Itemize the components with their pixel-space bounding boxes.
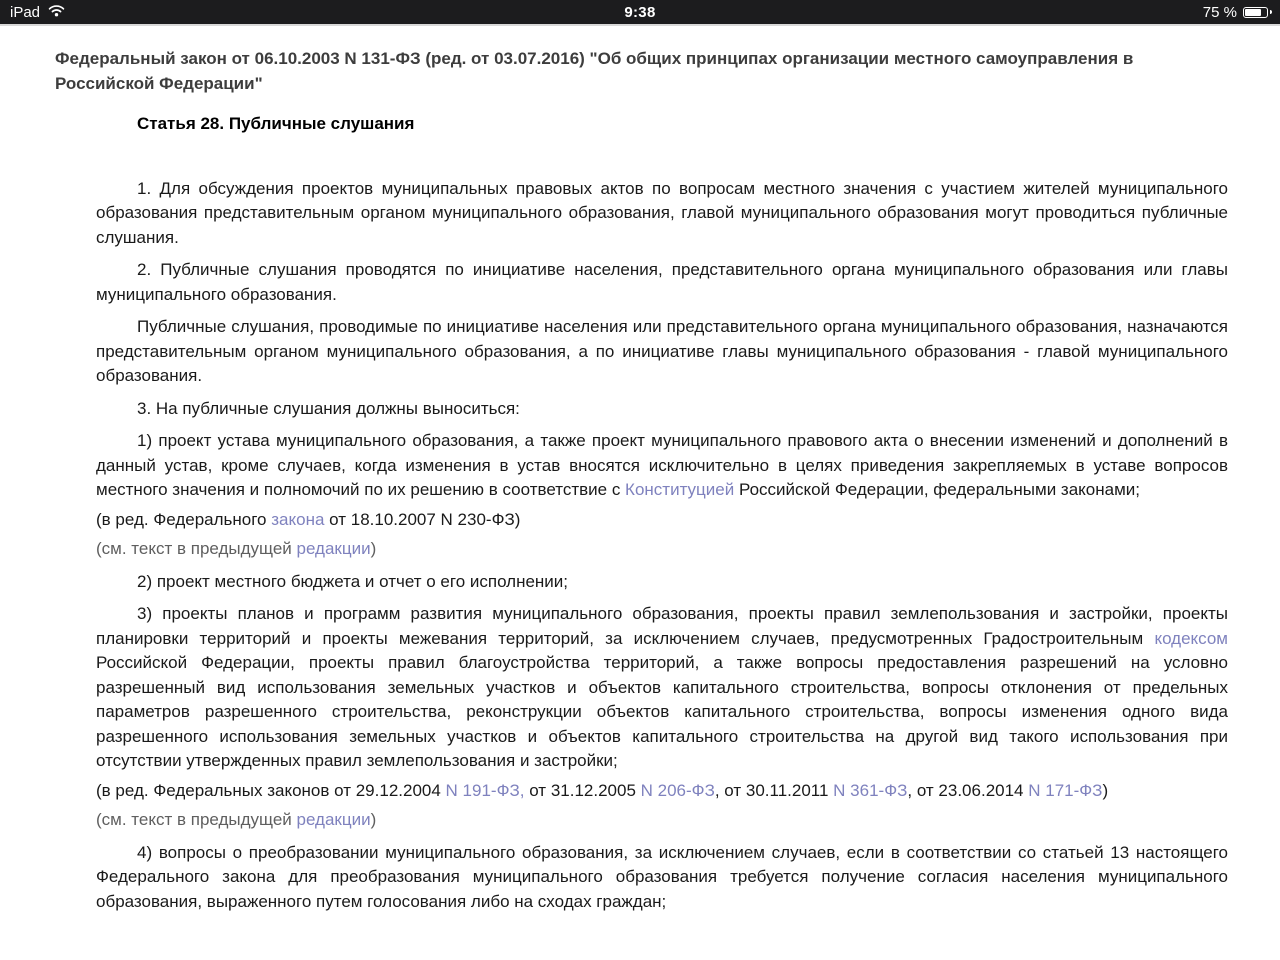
paragraphs: [55, 177, 1228, 915]
inline-link[interactable]: N 361-ФЗ: [833, 780, 908, 800]
text-segment: ): [1102, 780, 1109, 800]
paragraph: [96, 258, 1228, 307]
text-segment: 1) проект устава муниципального образования, а также проект муниципального правового акта о внесении изменений и дополнений в данный устав, кроме случаев, когда изменения в устав вносятся исключительно в целях приведения закрепляемых в уставе вопросов местного значения и полномочий по их решению в соответствие с: [96, 431, 1228, 499]
text-segment: 1. Для обсуждения проектов муниципальных правовых актов по вопросам местного значения с участием жителей муниципального образования представительным органом муниципального образования, главой муниципального образования могут проводиться публичные слушания.: [96, 178, 1228, 247]
text-segment: 2. Публичные слушания проводятся по инициативе населения, представительного органа муниципального образования или главы муниципального образования.: [96, 260, 1228, 304]
text-segment: (см. текст в предыдущей: [96, 539, 297, 558]
text-segment: ): [370, 539, 377, 558]
battery-fill: [1245, 9, 1261, 16]
text-segment: Публичные слушания, проводимые по инициативе населения или представительного органа муниципального образования, назначаются представительным органом муниципального образования, а по инициативе главы муниципального образования - главой муниципального образования.: [96, 317, 1228, 385]
document-title: Федеральный закон от 06.10.2003 N 131-ФЗ (ред. от 03.07.2016) "Об общих принципах организации местного самоуправления в Российской Федерации": [55, 49, 1134, 93]
battery-percent: 75 %: [1202, 3, 1237, 21]
text-segment: Российской Федерации, проекты правил благоустройства территорий, а также вопросы предоставления разрешений на условно разрешенный вид использования земельных участков и объектов капитального строительства, вопросы отклонения от предельных параметров разрешенного строительства, реконструкции объектов капитального строительства, вопросы изменения одного вида разрешенного использования земельных участков и объектов капитального строительства на другой вид такого использования при отсутствии утвержденных правил землепользования и застройки;: [96, 653, 1228, 770]
text-segment: (в ред. Федеральных законов от 29.12.2004: [96, 780, 446, 800]
text-segment: 2) проект местного бюджета и отчет о его исполнении;: [137, 571, 569, 591]
inline-link[interactable]: редакции: [296, 539, 371, 558]
inline-link[interactable]: закона: [271, 509, 325, 529]
text-segment: , от 30.11.2011: [714, 780, 834, 800]
inline-link[interactable]: N 171-ФЗ: [1028, 780, 1103, 800]
clock-time: 9:38: [624, 3, 656, 21]
paragraph: [96, 429, 1228, 503]
text-segment: 3. На публичные слушания должны выноситься:: [137, 398, 520, 418]
battery-nub: [1270, 10, 1272, 14]
inline-link[interactable]: N 206-ФЗ: [640, 780, 715, 800]
paragraph: [96, 315, 1228, 389]
text-segment: , от 23.06.2014: [907, 780, 1029, 800]
paragraph: [96, 397, 1228, 422]
status-bar: [0, 0, 1280, 26]
paragraph: [96, 177, 1228, 251]
text-segment: ): [370, 810, 377, 829]
paragraph: [96, 537, 1228, 562]
text-segment: от 18.10.2007 N 230-ФЗ): [324, 509, 521, 529]
inline-link[interactable]: Конституцией: [625, 480, 735, 499]
paragraph: [96, 779, 1228, 804]
battery-icon: [1243, 7, 1268, 18]
paragraph: [96, 808, 1228, 833]
document-view: [0, 26, 1280, 914]
text-segment: от 31.12.2005: [524, 780, 641, 800]
paragraph: [96, 508, 1228, 533]
article-heading: Статья 28. Публичные слушания: [137, 114, 415, 133]
text-segment: Российской Федерации, федеральными законами;: [734, 480, 1141, 499]
paragraph: [96, 602, 1228, 774]
device-label: iPad: [10, 3, 41, 21]
text-segment: 4) вопросы о преобразовании муниципального образования, за исключением случаев, если в соответствии со статьей 13 настоящего Федерального закона для преобразования муниципального образования требуется получение согласия населения муниципального образования, выраженного путем голосования либо на сходах граждан;: [96, 842, 1228, 911]
text-segment: (см. текст в предыдущей: [96, 810, 297, 829]
inline-link[interactable]: кодексом: [1154, 628, 1228, 648]
inline-link[interactable]: N 191-ФЗ,: [445, 780, 525, 800]
paragraph: [96, 570, 1228, 595]
text-segment: (в ред. Федерального: [96, 509, 272, 529]
inline-link[interactable]: редакции: [296, 810, 371, 829]
text-segment: 3) проекты планов и программ развития муниципального образования, проекты правил землепользования и застройки, проекты планировки территорий и проекты межевания территорий, за исключением случаев, предусмотренных Градостроительным: [96, 604, 1228, 648]
paragraph: [96, 841, 1228, 915]
